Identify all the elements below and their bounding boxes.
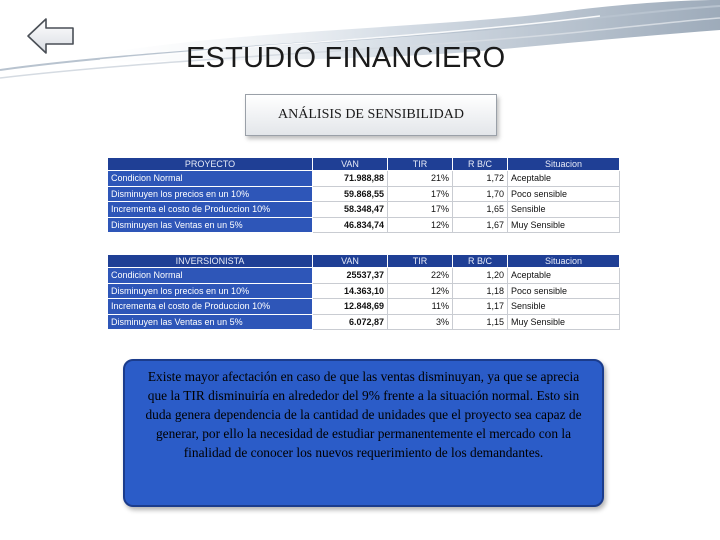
situacion-cell: Aceptable — [508, 171, 620, 187]
column-header: TIR — [388, 255, 453, 268]
van-cell: 58.348,47 — [313, 202, 388, 218]
rbc-cell: 1,17 — [453, 299, 508, 315]
conclusion-note — [123, 359, 604, 507]
tir-cell: 21% — [388, 171, 453, 187]
row-label: Condicion Normal — [108, 171, 313, 187]
table-row — [108, 217, 620, 233]
tir-cell: 3% — [388, 314, 453, 330]
row-label: Incrementa el costo de Produccion 10% — [108, 299, 313, 315]
table-row — [108, 314, 620, 330]
situacion-cell: Poco sensible — [508, 283, 620, 299]
rbc-cell: 1,72 — [453, 171, 508, 187]
rbc-cell: 1,18 — [453, 283, 508, 299]
column-header: VAN — [313, 255, 388, 268]
van-cell: 25537,37 — [313, 268, 388, 284]
table-header-row — [108, 158, 620, 171]
table-row — [108, 186, 620, 202]
row-label: Disminuyen los precios en un 10% — [108, 186, 313, 202]
situacion-cell: Sensible — [508, 299, 620, 315]
tir-cell: 12% — [388, 217, 453, 233]
row-label: Disminuyen las Ventas en un 5% — [108, 314, 313, 330]
row-label: Condicion Normal — [108, 268, 313, 284]
van-cell: 59.868,55 — [313, 186, 388, 202]
van-cell: 14.363,10 — [313, 283, 388, 299]
situacion-cell: Sensible — [508, 202, 620, 218]
column-header: R B/C — [453, 255, 508, 268]
situacion-cell: Muy Sensible — [508, 314, 620, 330]
column-header: INVERSIONISTA — [108, 255, 313, 268]
rbc-cell: 1,67 — [453, 217, 508, 233]
tir-cell: 17% — [388, 186, 453, 202]
conclusion-text: Existe mayor afectación en caso de que las ventas disminuyan, ya que se aprecia que la TIR disminuiría en alrededor del 9% frente a la situación normal. Esto sin duda genera dependencia de la cantidad de unidades que el proyecto sea capaz de generar, por ello la necesidad de estudiar permanentemente el mercado con la finalidad de conocer los nuevos requerimiento de los demandantes. — [145, 369, 582, 460]
tir-cell: 12% — [388, 283, 453, 299]
tir-cell: 11% — [388, 299, 453, 315]
table-row — [108, 299, 620, 315]
van-cell: 71.988,88 — [313, 171, 388, 187]
table-row — [108, 171, 620, 187]
proyecto-table — [107, 157, 620, 233]
situacion-cell: Aceptable — [508, 268, 620, 284]
column-header: R B/C — [453, 158, 508, 171]
table-row — [108, 202, 620, 218]
inversionista-table — [107, 254, 620, 330]
van-cell: 46.834,74 — [313, 217, 388, 233]
column-header: Situacion — [508, 158, 620, 171]
tir-cell: 22% — [388, 268, 453, 284]
table-row — [108, 283, 620, 299]
rbc-cell: 1,70 — [453, 186, 508, 202]
column-header: PROYECTO — [108, 158, 313, 171]
van-cell: 12.848,69 — [313, 299, 388, 315]
row-label: Disminuyen los precios en un 10% — [108, 283, 313, 299]
subtitle-label: ANÁLISIS DE SENSIBILIDAD — [278, 107, 464, 122]
column-header: TIR — [388, 158, 453, 171]
table-header-row — [108, 255, 620, 268]
column-header: VAN — [313, 158, 388, 171]
van-cell: 6.072,87 — [313, 314, 388, 330]
column-header: Situacion — [508, 255, 620, 268]
rbc-cell: 1,65 — [453, 202, 508, 218]
rbc-cell: 1,20 — [453, 268, 508, 284]
situacion-cell: Muy Sensible — [508, 217, 620, 233]
page-title: ESTUDIO FINANCIERO — [186, 42, 506, 74]
table-row — [108, 268, 620, 284]
back-arrow-button[interactable] — [26, 16, 76, 56]
subtitle-box — [245, 94, 497, 136]
row-label: Disminuyen las Ventas en un 5% — [108, 217, 313, 233]
row-label: Incrementa el costo de Produccion 10% — [108, 202, 313, 218]
tir-cell: 17% — [388, 202, 453, 218]
situacion-cell: Poco sensible — [508, 186, 620, 202]
rbc-cell: 1,15 — [453, 314, 508, 330]
